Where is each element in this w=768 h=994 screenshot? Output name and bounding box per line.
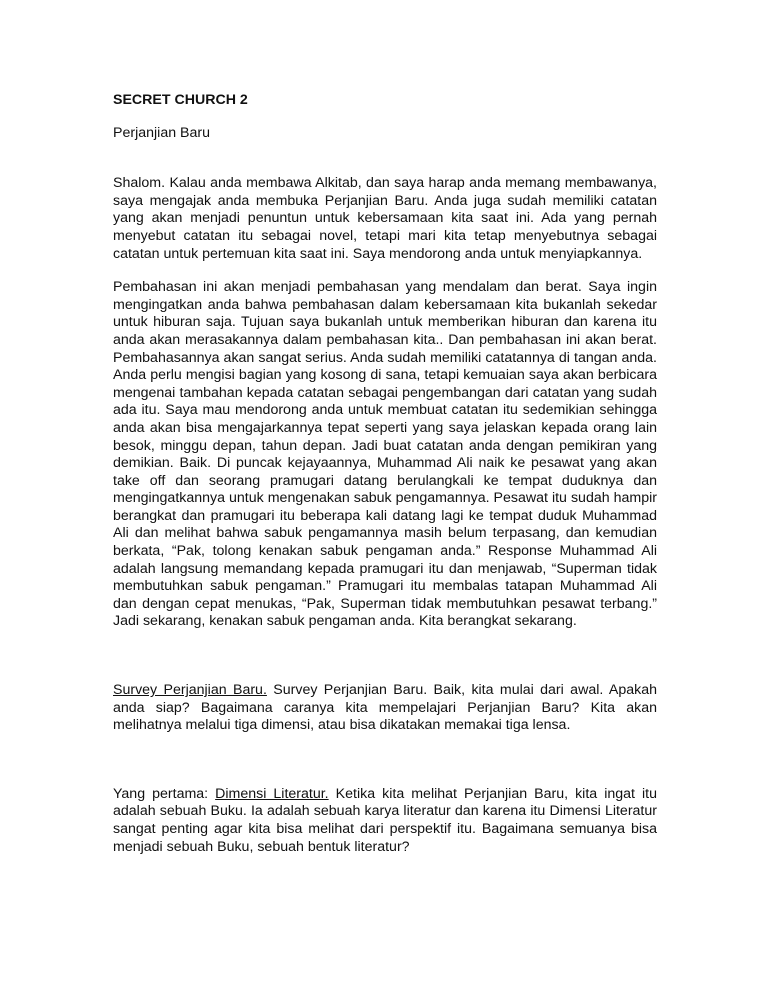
- paragraph-literary-prefix: Yang pertama:: [113, 785, 216, 802]
- section-heading-survey: Survey Perjanjian Baru.: [113, 682, 267, 699]
- section-heading-literary-dimension: Dimensi Literatur.: [215, 785, 329, 802]
- paragraph-literary-dimension: [113, 786, 657, 856]
- document-subtitle: Perjanjian Baru: [113, 124, 211, 141]
- paragraph-muhammad-ali-story: Pembahasan ini akan menjadi pembahasan yang mendalam dan berat. Saya ingin mengingatkan anda bahwa pembahasan dalam kebersamaan kita bukanlah sekedar untuk hiburan saja. Tujuan saya bukanlah untuk memberikan hiburan dan karena itu anda akan merasakannya dalam pembahasan kita.. Dan pembahasan ini akan berat. Pembahasannya akan sangat serius. Anda sudah memiliki catatannya di tangan anda. Anda perlu mengisi bagian yang kosong di sana, tetapi kemuaian saya akan berbicara mengenai tambahan kepada catatan sebagai pengembangan dari catatan yang sudah ada itu. Saya mau mendorong anda untuk membuat catatan itu sedemikian sehingga anda akan bisa mengajarkannya tepat seperti yang saya jelaskan kepada orang lain besok, minggu depan, tahun depan. Jadi buat catatan anda dengan pemikiran yang demikian. Baik. Di puncak kejayaannya, Muhammad Ali naik ke pesawat yang akan take off dan seorang pramugari datang berulangkali ke tempat duduknya dan mengingatkannya untuk mengenakan sabuk pengamannya. Pesawat itu sudah hampir berangkat dan pramugari itu beberapa kali datang lagi ke tempat duduk Muhammad Ali dan melihat bahwa sabuk pengamannya masih belum terpasang, dan kemudian berkata, “Pak, tolong kenakan sabuk pengaman anda.” Response Muhammad Ali adalah langsung memandang kepada pramugari itu dan menjawab, “Superman tidak membutuhkan sabuk pengaman.” Pramugari itu membalas tatapan Muhammad Ali dan dengan cepat menukas, “Pak, Superman tidak membutuhkan pesawat terbang.” Jadi sekarang, kenakan sabuk pengaman anda. Kita berangkat sekarang.: [113, 279, 657, 630]
- paragraph-literary-text: Ketika kita melihat Perjanjian Baru, kita ingat itu adalah sebuah Buku. Ia adalah sebuah karya literatur dan karena itu Dimensi Literatur sangat penting agar kita bisa melihat dari perspektif itu. Bagaimana semuanya bisa menjadi sebuah Buku, sebuah bentuk literatur?: [113, 785, 657, 855]
- paragraph-intro: Shalom. Kalau anda membawa Alkitab, dan saya harap anda memang membawanya, saya mengajak anda membuka Perjanjian Baru. Anda juga sudah memiliki catatan yang akan menjadi penuntun untuk kebersamaan kita saat ini. Ada yang pernah menyebut catatan itu sebagai novel, tetapi mari kita tetap menyebutnya sebagai catatan untuk pertemuan kita saat ini. Saya mendorong anda untuk menyiapkannya.: [113, 175, 657, 262]
- paragraph-survey-text: Survey Perjanjian Baru. Baik, kita mulai dari awal. Apakah anda siap? Bagaimana caranya kita mempelajari Perjanjian Baru? Kita akan melihatnya melalui tiga dimensi, atau bisa dikatakan memakai tiga lensa.: [113, 682, 658, 734]
- document-page: [113, 92, 657, 856]
- paragraph-survey: [113, 682, 657, 735]
- document-title: SECRET CHURCH 2: [113, 92, 248, 108]
